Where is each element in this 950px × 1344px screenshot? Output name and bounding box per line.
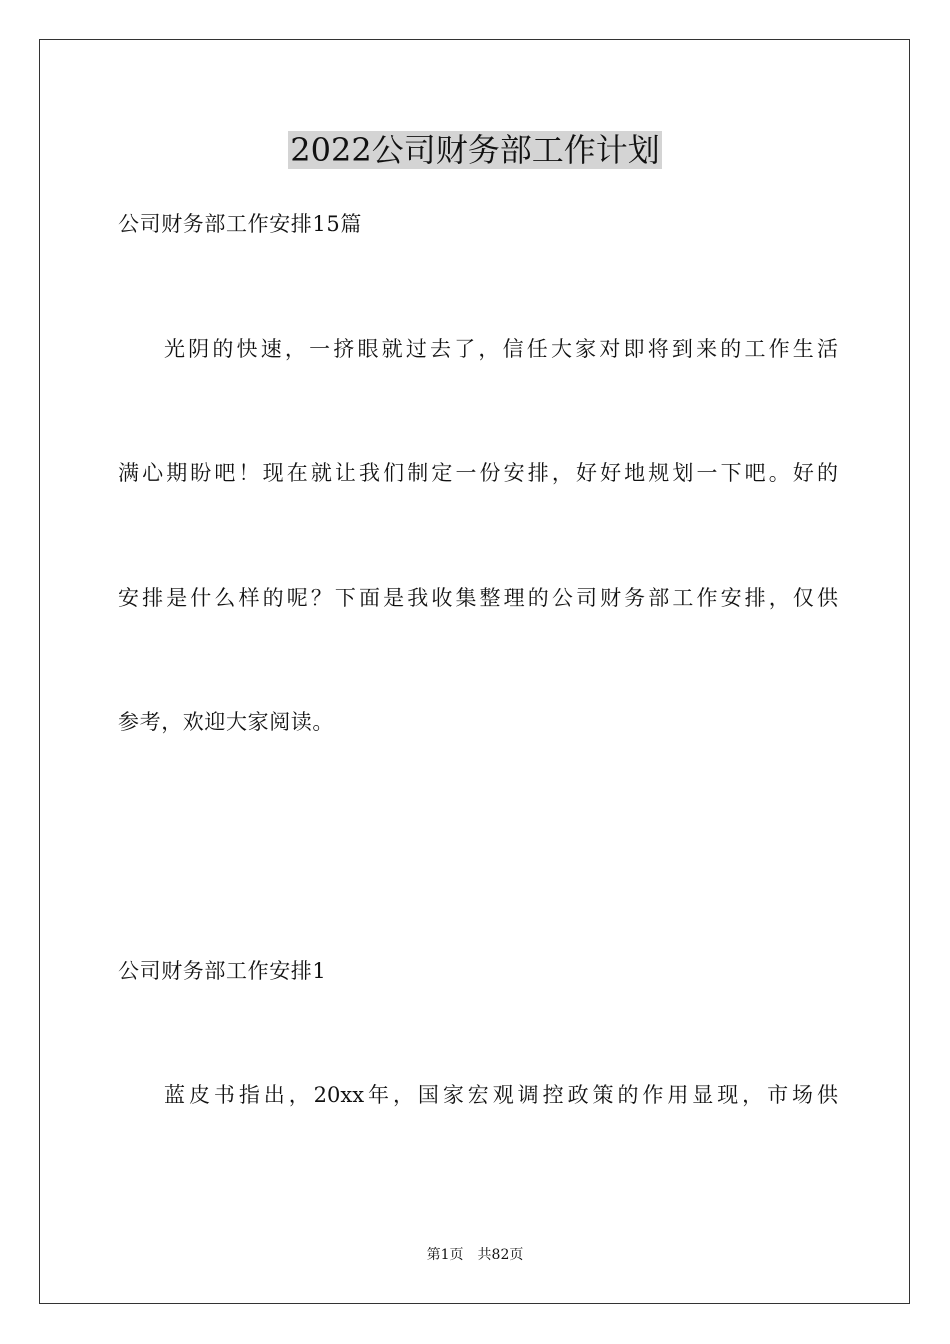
page-number: 第1页 (426, 1247, 464, 1263)
title-text: 2022公司财务部工作计划 (290, 131, 660, 169)
page-footer (0, 1245, 950, 1265)
document-title (0, 128, 950, 172)
intro-line-4: 参考，欢迎大家阅读。 (118, 710, 334, 734)
intro-line-1: 光阴的快速，一挤眼就过去了，信任大家对即将到来的工作生活 (164, 337, 838, 361)
total-pages: 共82页 (477, 1247, 524, 1263)
intro-line-3: 安排是什么样的呢？下面是我收集整理的公司财务部工作安排，仅供 (118, 586, 838, 610)
document-subtitle: 公司财务部工作安排15篇 (118, 212, 362, 236)
intro-line-2: 满心期盼吧！现在就让我们制定一份安排，好好地规划一下吧。好的 (118, 461, 838, 485)
section-heading: 公司财务部工作安排1 (118, 959, 327, 983)
section-paragraph-line-1: 蓝皮书指出，20xx年，国家宏观调控政策的作用显现，市场供 (164, 1083, 838, 1107)
